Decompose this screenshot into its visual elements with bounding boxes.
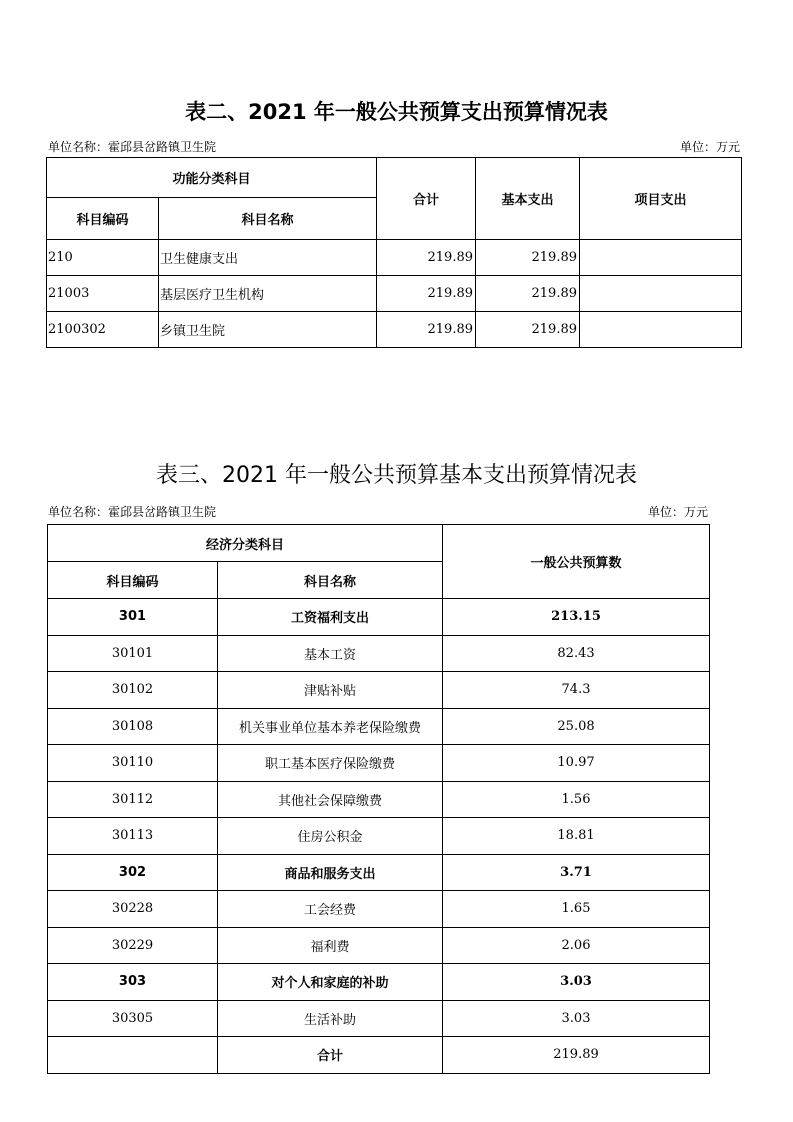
row-amount: 25.08 — [443, 708, 710, 745]
table3-title: 表三、2021 年一般公共预算基本支出预算情况表 — [156, 463, 637, 488]
row-code: 2100302 — [47, 312, 159, 348]
table-row — [48, 927, 710, 964]
row-code: 30112 — [48, 781, 218, 818]
row-code: 302 — [48, 854, 218, 891]
row-amount: 3.71 — [443, 854, 710, 891]
table2-unit-name: 单位名称：霍邱县岔路镇卫生院 — [48, 140, 217, 154]
table3-unit: 单位：万元 — [647, 505, 708, 519]
row-amount: 3.03 — [443, 1000, 710, 1037]
row-amount: 213.15 — [443, 599, 710, 636]
row-name: 机关事业单位基本养老保险缴费 — [218, 708, 443, 745]
row-name: 工会经费 — [218, 891, 443, 928]
row-name: 卫生健康支出 — [159, 240, 377, 276]
row-total: 219.89 — [377, 312, 476, 348]
row-name: 福利费 — [218, 927, 443, 964]
row-name: 基层医疗卫生机构 — [159, 276, 377, 312]
table2-title: 表二、2021 年一般公共预算支出预算情况表 — [185, 100, 608, 124]
row-name: 生活补助 — [218, 1000, 443, 1037]
table-row — [48, 781, 710, 818]
row-name: 商品和服务支出 — [218, 854, 443, 891]
row-code: 210 — [47, 240, 159, 276]
row-total: 219.89 — [377, 276, 476, 312]
row-name: 对个人和家庭的补助 — [218, 964, 443, 1001]
table-row — [48, 672, 710, 709]
row-name: 工资福利支出 — [218, 599, 443, 636]
row-code: 30305 — [48, 1000, 218, 1037]
table-row — [48, 635, 710, 672]
table3-header-name: 科目名称 — [218, 562, 443, 599]
row-name: 职工基本医疗保险缴费 — [218, 745, 443, 782]
table2-unit: 单位：万元 — [679, 140, 740, 154]
row-code: 30110 — [48, 745, 218, 782]
table2 — [46, 157, 742, 348]
row-code: 21003 — [47, 276, 159, 312]
total-code — [48, 1037, 218, 1074]
row-code: 303 — [48, 964, 218, 1001]
table-row — [47, 276, 742, 312]
row-basic: 219.89 — [476, 276, 580, 312]
table-row — [48, 891, 710, 928]
total-amount: 219.89 — [443, 1037, 710, 1074]
table-row — [47, 312, 742, 348]
table3-unit-name: 单位名称：霍邱县岔路镇卫生院 — [48, 505, 217, 519]
table-row — [48, 599, 710, 636]
row-amount: 18.81 — [443, 818, 710, 855]
row-project — [580, 312, 742, 348]
row-amount: 1.65 — [443, 891, 710, 928]
row-basic: 219.89 — [476, 312, 580, 348]
row-name: 其他社会保障缴费 — [218, 781, 443, 818]
table-row — [48, 745, 710, 782]
table2-body — [47, 240, 742, 348]
row-code: 30101 — [48, 635, 218, 672]
row-code: 30113 — [48, 818, 218, 855]
table-row — [48, 964, 710, 1001]
row-amount: 1.56 — [443, 781, 710, 818]
table-row — [48, 818, 710, 855]
table-row — [48, 854, 710, 891]
table-row — [47, 240, 742, 276]
total-label: 合计 — [218, 1037, 443, 1074]
table2-header-basic: 基本支出 — [476, 158, 580, 240]
row-amount: 82.43 — [443, 635, 710, 672]
row-amount: 2.06 — [443, 927, 710, 964]
row-code: 30229 — [48, 927, 218, 964]
table-row — [48, 708, 710, 745]
table-row — [48, 1000, 710, 1037]
table3-header-amount: 一般公共预算数 — [443, 525, 710, 599]
row-amount: 74.3 — [443, 672, 710, 709]
row-code: 30228 — [48, 891, 218, 928]
table3-header-group: 经济分类科目 — [48, 525, 443, 562]
row-name: 津贴补贴 — [218, 672, 443, 709]
row-code: 30108 — [48, 708, 218, 745]
row-project — [580, 240, 742, 276]
row-total: 219.89 — [377, 240, 476, 276]
table2-header-name: 科目名称 — [159, 198, 377, 240]
table2-header-project: 项目支出 — [580, 158, 742, 240]
table3 — [47, 524, 710, 1074]
row-amount: 10.97 — [443, 745, 710, 782]
row-basic: 219.89 — [476, 240, 580, 276]
table2-header-code: 科目编码 — [47, 198, 159, 240]
table3-header-code: 科目编码 — [48, 562, 218, 599]
row-name: 乡镇卫生院 — [159, 312, 377, 348]
row-code: 30102 — [48, 672, 218, 709]
row-amount: 3.03 — [443, 964, 710, 1001]
table2-header-total: 合计 — [377, 158, 476, 240]
row-name: 基本工资 — [218, 635, 443, 672]
row-project — [580, 276, 742, 312]
table3-body — [48, 599, 710, 1074]
row-name: 住房公积金 — [218, 818, 443, 855]
row-code: 301 — [48, 599, 218, 636]
total-row — [48, 1037, 710, 1074]
table2-header-group: 功能分类科目 — [47, 158, 377, 198]
